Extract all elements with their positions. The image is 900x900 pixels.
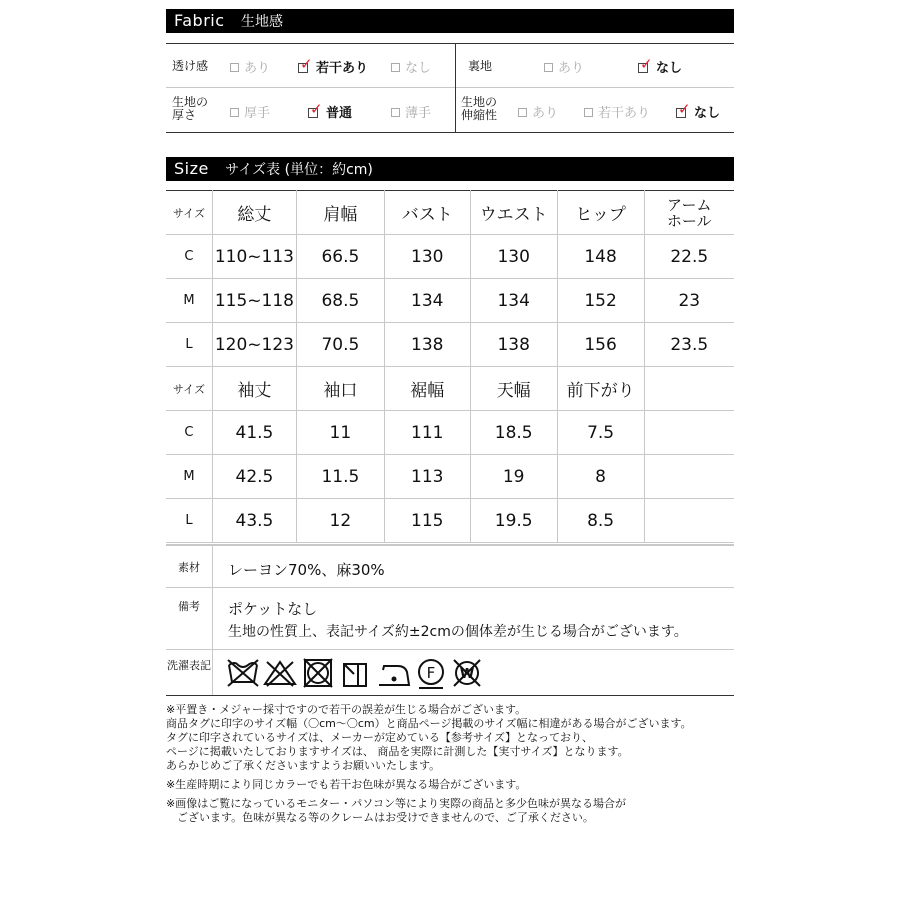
size-cell: C [166,235,212,279]
table-cell: 138 [470,323,557,367]
table-cell: 66.5 [296,235,384,279]
thickness-option-thick: 厚手 [230,102,270,121]
header-cuff: 袖口 [296,367,384,411]
size-table [166,190,734,543]
size-cell: M [166,455,212,499]
remarks-line-1: ポケットなし [228,600,318,618]
stretch-label: 生地の伸縮性 [461,95,498,122]
stretch-option-yes: あり [518,102,558,121]
checkbox-empty-icon [584,108,593,117]
table-cell: 19 [470,455,557,499]
no-bleach-icon [265,662,295,686]
header-size: サイズ [166,367,212,411]
sheerness-option-no: なし [391,57,431,76]
table-cell: 134 [470,279,557,323]
care-symbols [226,656,486,690]
no-wash-icon [228,660,258,686]
header-neck-width: 天幅 [470,367,557,411]
note-line: ※画像はご覧になっているモニター・パソコン等により実際の商品と多少色味が異なる場合が [166,797,626,810]
header-total-length: 総丈 [212,191,296,235]
size-header-bar [166,157,734,181]
table-cell: 22.5 [644,235,734,279]
lining-option-yes: あり [544,57,584,76]
table-row [166,235,734,279]
fabric-title-en: Fabric [174,11,225,30]
table-cell: 115 [384,499,470,543]
fabric-title-jp: 生地感 [240,14,283,30]
table-cell: 152 [557,279,644,323]
checkbox-empty-icon [230,63,239,72]
fabric-header-bar [166,9,734,33]
size-cell: C [166,411,212,455]
size-title-en: Size [174,159,209,178]
table-cell: 8 [557,455,644,499]
table-cell: 19.5 [470,499,557,543]
table-cell: 138 [384,323,470,367]
note-line: ※生産時期により同じカラーでも若干お色味が異なる場合がございます。 [166,778,527,791]
material-row [166,544,734,588]
table-cell: 23.5 [644,323,734,367]
fabric-grid [166,43,734,133]
thickness-option-normal: ✓ 普通 [310,100,353,121]
iron-low-icon [379,666,409,685]
dry-clean-letter: F [426,664,436,682]
care-label: 洗濯表記 [167,659,211,672]
stretch-option-slight: 若干あり [584,102,650,121]
dry-clean-f-icon [419,660,443,688]
table-cell: 134 [384,279,470,323]
material-value: レーヨン70%、麻30% [228,561,385,579]
table-cell: 11 [296,411,384,455]
table-row [166,499,734,543]
sheerness-option-slight: ✓ 若干あり [300,55,369,76]
line-dry-shade-icon [344,664,366,686]
checkbox-checked-icon: ✓ [310,100,323,118]
size-title-jp: サイズ表 (単位：約cm) [225,162,373,178]
header-shoulder: 肩幅 [296,191,384,235]
header-front-drop: 前下がり [557,367,644,411]
table-cell: 120~123 [212,323,296,367]
note-line: ございます。色味が異なる等のクレームはお受けできませんので、ご了承ください。 [166,811,594,824]
no-tumble-dry-icon [304,659,332,687]
checkbox-empty-icon [518,108,527,117]
header-size: サイズ [166,191,212,235]
header-empty [644,367,734,411]
table-cell: 70.5 [296,323,384,367]
header-hem-width: 裾幅 [384,367,470,411]
table-cell [644,411,734,455]
table-cell: 68.5 [296,279,384,323]
size-table-header-row [166,191,734,235]
care-row [166,650,734,696]
table-cell: 130 [384,235,470,279]
table-cell: 7.5 [557,411,644,455]
thickness-option-thin: 薄手 [391,102,431,121]
table-cell: 130 [470,235,557,279]
thickness-label: 生地の厚さ [172,95,209,122]
table-cell: 42.5 [212,455,296,499]
header-waist: ウエスト [470,191,557,235]
sheerness-label: 透け感 [172,59,209,73]
note-line: ページに掲載いたしておりますサイズは、 商品を実際に計測した【実寸サイズ】となります。 [166,745,629,758]
table-cell: 18.5 [470,411,557,455]
checkbox-empty-icon [391,108,400,117]
checkbox-checked-icon: ✓ [300,55,313,73]
fabric-row-divider [166,87,734,88]
material-label: 素材 [178,561,200,574]
size-cell: M [166,279,212,323]
table-cell: 8.5 [557,499,644,543]
remarks-row [166,588,734,650]
checkbox-empty-icon [544,63,553,72]
lining-option-no: ✓ なし [640,55,683,76]
table-cell: 111 [384,411,470,455]
table-row [166,279,734,323]
note-line: ※平置き・メジャー採寸ですので若干の誤差が生じる場合がございます。 [166,703,527,716]
size-table-header-row-2 [166,367,734,411]
table-row [166,455,734,499]
table-cell: 115~118 [212,279,296,323]
table-cell: 110~113 [212,235,296,279]
note-line: あらかじめご了承くださいますようお願いいたします。 [166,759,441,772]
fabric-col-divider [455,44,456,132]
lining-label: 裏地 [468,59,493,73]
table-row [166,411,734,455]
header-sleeve-length: 袖丈 [212,367,296,411]
table-cell: 23 [644,279,734,323]
table-cell [644,455,734,499]
stretch-option-no: ✓ なし [678,100,721,121]
checkbox-empty-icon [391,63,400,72]
table-cell: 43.5 [212,499,296,543]
checkbox-empty-icon [230,108,239,117]
size-cell: L [166,323,212,367]
header-hip: ヒップ [557,191,644,235]
note-line: タグに印字されているサイズは、メーカーが定めている【参考サイズ】となっており、 [166,731,594,744]
checkbox-checked-icon: ✓ [640,55,653,73]
sheerness-option-yes: あり [230,57,270,76]
note-line: 商品タグに印字のサイズ幅（〇cm～〇cm）と商品ページ掲載のサイズ幅に相違がある場合がございます。 [166,717,692,730]
table-cell [644,499,734,543]
size-cell: L [166,499,212,543]
table-cell: 11.5 [296,455,384,499]
header-armhole: アーム ホール [644,191,734,235]
checkbox-checked-icon: ✓ [678,100,691,118]
remarks-label: 備考 [178,600,200,613]
table-cell: 148 [557,235,644,279]
table-cell: 12 [296,499,384,543]
table-cell: 113 [384,455,470,499]
table-cell: 156 [557,323,644,367]
header-bust: バスト [384,191,470,235]
wet-clean-letter: W [459,667,475,682]
remarks-line-2: 生地の性質上、表記サイズ約±2cmの個体差が生じる場合がございます。 [228,624,688,640]
table-row [166,323,734,367]
no-wet-clean-icon [454,660,480,686]
table-cell: 41.5 [212,411,296,455]
